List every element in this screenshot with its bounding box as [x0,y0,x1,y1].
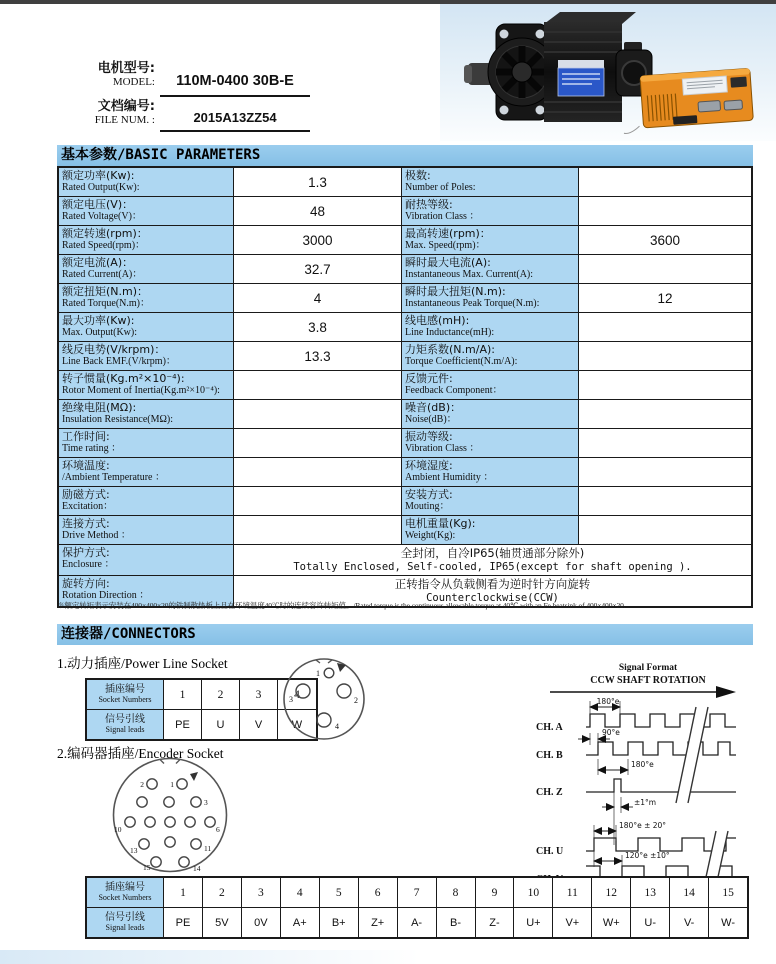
svg-text:4: 4 [335,722,339,731]
encoder-pin-11 [191,839,201,849]
param-row [59,371,751,400]
ccw-rotation-title: CCW SHAFT ROTATION [590,675,706,686]
svg-text:CH. B: CH. B [536,750,563,761]
encoder-pin-14 [179,857,189,867]
encoder-signal-cell: Z+ [359,908,398,937]
param-label-right: 安装方式: Mouting： [402,487,579,515]
encoder-number-cell: 14 [670,878,709,907]
param-value-right [579,429,751,457]
encoder-pin-1 [177,779,187,789]
svg-text:14: 14 [193,864,201,873]
encoder-socket-heading: 2.编码器插座/Encoder Socket [57,746,224,761]
param-value-left: 48 [234,197,402,225]
param-label-right: 最高转速(rpm)： Max. Speed(rpm)： [402,226,579,254]
svg-text:15: 15 [143,863,151,872]
encoder-number-cell: 2 [203,878,242,907]
encoder-signal-cell: A+ [281,908,320,937]
file-num-label [55,100,155,126]
param-label-left: 额定功率(Kw): Rated Output(Kw): [59,168,234,196]
encoder-number-cell: 4 [281,878,320,907]
signal-leads-label: 信号引线 Signal leads [87,908,164,937]
channel-b-wave [586,742,736,755]
svg-text:±1°m: ±1°m [634,798,657,807]
param-row [59,429,751,458]
param-value-left: 13.3 [234,342,402,370]
svg-text:11: 11 [204,844,212,853]
encoder-signal-cell: V- [670,908,709,937]
signal-leads-label: 信号引线 Signal leads [87,710,164,739]
orientation-mark-icon [190,772,198,781]
param-value-left [234,516,402,544]
encoder-pin-4 [164,797,174,807]
param-value-right [579,255,751,283]
param-label-left: 旋转方向: Rotation Direction ： [59,576,234,606]
param-value-left: 3000 [234,226,402,254]
param-value-left [234,458,402,486]
param-label-left: 最大功率(Kw): Max. Output(Kw): [59,313,234,341]
svg-text:120°e ±10°: 120°e ±10° [625,851,670,860]
basic-parameters-table [57,166,753,608]
encoder-number-cell: 15 [722,886,734,899]
param-value-right [579,400,751,428]
encoder-number-cell: 6 [359,878,398,907]
param-label-left: 励磁方式: Excitation： [59,487,234,515]
svg-text:90°e: 90°e [602,728,620,737]
param-value-full: 全封闭，自冷IP65(轴贯通部分除外) Totally Enclosed, Self-cooled, IP65(except for shaft opening ). [293,546,692,573]
param-value-left [234,371,402,399]
param-label-left: 额定转速(rpm)： Rated Speed(rpm)： [59,226,234,254]
param-value-left: 1.3 [234,168,402,196]
power-number-cell: 2 [202,680,240,709]
power-signal-cell: W [291,718,303,731]
param-label-right: 反馈元件: Feedback Component： [402,371,579,399]
param-row [59,284,751,313]
param-row [59,226,751,255]
param-value-left: 3.8 [234,313,402,341]
param-label-left: 环境温度: /Ambient Temperature ： [59,458,234,486]
encoder-signal-cell: 5V [203,908,242,937]
param-label-left: 转子惯量(Kg.m²×10⁻⁴): Rotor Moment of Inertia(Kg.m²×10⁻⁴): [59,371,234,399]
param-label-right: 噪音(dB)： Noise(dB)： [402,400,579,428]
power-pin-3 [296,684,310,698]
power-signal-cell: V [240,710,278,739]
svg-text:6: 6 [216,825,220,834]
param-row [59,313,751,342]
encoder-pin-3 [191,797,201,807]
param-label-right: 环境湿度: Ambient Humidity ： [402,458,579,486]
power-pin-1 [324,668,334,678]
encoder-number-cell: 8 [437,878,476,907]
svg-text:10: 10 [114,825,122,834]
param-label-right: 电机重量(Kg): Weight(Kg): [402,516,579,544]
signal-format-title: Signal Format [618,663,678,673]
basic-parameters-section-title: 基本参数/BASIC PARAMETERS [57,145,753,166]
param-label-left: 线反电势(V/krpm)： Line Back EMF.(V/krpm)： [59,342,234,370]
param-row [59,458,751,487]
param-value-left [234,487,402,515]
power-socket-diagram [280,654,370,744]
model-label-en: MODEL: [112,76,155,89]
param-row [59,197,751,226]
encoder-number-cell: 13 [631,878,670,907]
svg-text:180°e: 180°e [631,760,654,769]
param-value-right [579,197,751,225]
power-number-cell: 4 [294,688,300,701]
param-label-right: 瞬时最大扭矩(N.m): Instantaneous Peak Torque(N.m): [402,284,579,312]
encoder-number-cell: 7 [398,878,437,907]
encoder-signal-cell: W- [721,916,736,929]
param-value-right [579,371,751,399]
param-row [59,400,751,429]
param-row [59,487,751,516]
svg-text:2: 2 [354,696,358,705]
param-label-right: 瞬时最大电流(A): Instantaneous Max. Current(A): [402,255,579,283]
channel-a-wave [586,714,736,727]
encoder-socket-numbers-row [87,878,747,908]
encoder-signal-cell: U- [631,908,670,937]
svg-text:13: 13 [130,846,138,855]
page-bottom-tint [0,950,420,964]
param-value-right [579,516,751,544]
channel-z-wave [586,779,736,792]
svg-text:180°e ± 20°: 180°e ± 20° [619,821,667,830]
encoder-signal-cell: U+ [514,908,553,937]
encoder-signal-cell: PE [164,908,203,937]
model-label-zh: 电机型号: [97,61,155,76]
param-value-left: 4 [234,284,402,312]
model-label [55,62,155,88]
param-value-right [579,168,751,196]
encoder-socket-diagram [106,754,238,876]
socket-numbers-label: 插座编号 Socket Numbers [87,680,164,709]
param-row-enclosure [59,545,751,576]
encoder-signal-cells [164,908,747,937]
power-signal-cell: U [202,710,240,739]
rated-torque-footnote: ※额定转矩表示安装在400×400×20的铁制散热板上且在环境温度40℃时的连续容许转矩值。/Rated torque is the continuous allowable torque at 40℃ with an Fe heatsink of 400×400×20. [57,601,626,610]
encoder-signal-cell: W+ [592,908,631,937]
encoder-pin-12 [165,837,175,847]
param-label-right: 力矩系数(N.m/A): Torque Coefficient(N.m/A): [402,342,579,370]
param-label-left: 额定电流(A)： Rated Current(A)： [59,255,234,283]
encoder-pin-9 [145,817,155,827]
encoder-number-cell: 12 [592,878,631,907]
encoder-signal-cell: V+ [553,908,592,937]
param-value-right: 3600 [649,232,681,248]
power-socket-heading: 1.动力插座/Power Line Socket [57,656,228,671]
power-pin-4 [317,713,331,727]
encoder-number-cell: 5 [320,878,359,907]
param-value-right [579,342,751,370]
encoder-number-cell: 1 [164,878,203,907]
svg-text:3: 3 [289,695,293,704]
param-value-full: 正转指令从负载侧看为逆时针方向旋转 Counterclockwise(CCW) [394,577,591,604]
encoder-signal-cell: 0V [242,908,281,937]
encoder-signal-cell: A- [398,908,437,937]
encoder-socket-table [85,876,749,939]
encoder-signal-cell: Z- [476,908,515,937]
encoder-number-cells [164,878,747,907]
encoder-signal-cell: B+ [320,908,359,937]
encoder-pin-6 [205,817,215,827]
power-pin-2 [337,684,351,698]
encoder-pin-8 [165,817,175,827]
param-row [59,168,751,197]
power-number-cell: 1 [164,680,202,709]
param-value-right [579,313,751,341]
param-label-left: 连接方式: Drive Method ： [59,516,234,544]
encoder-pin-2 [147,779,157,789]
encoder-pin-13 [139,839,149,849]
connectors-section-title: 连接器/CONNECTORS [57,624,753,645]
param-label-right: 极数: Number of Poles: [402,168,579,196]
svg-text:1: 1 [316,669,320,678]
model-value: 110M-0400 30B-E [160,62,310,97]
param-value-right [579,487,751,515]
svg-text:3: 3 [204,798,208,807]
encoder-pin-7 [185,817,195,827]
param-label-left: 额定扭矩(N.m)： Rated Torque(N.m)： [59,284,234,312]
svg-text:CH. Z: CH. Z [536,787,563,798]
param-row [59,516,751,545]
product-photo [440,4,776,141]
svg-text:180°e: 180°e [596,697,620,706]
encoder-pin-5 [137,797,147,807]
encoder-number-cell: 11 [553,878,592,907]
svg-text:1: 1 [170,780,174,789]
file-num-label-en: FILE NUM. : [94,114,155,127]
encoder-number-cell: 9 [476,878,515,907]
param-label-right: 振动等级: Vibration Class ： [402,429,579,457]
encoder-socket-signals-row [87,908,747,937]
socket-numbers-label: 插座编号 Socket Numbers [87,878,164,907]
param-label-left: 额定电压(V)： Rated Voltage(V)： [59,197,234,225]
param-value-right [579,458,751,486]
param-label-left: 保护方式: Enclosure ： [59,545,234,575]
param-value-left: 32.7 [234,255,402,283]
file-num-label-zh: 文档编号: [97,99,155,114]
encoder-number-cell: 10 [514,878,553,907]
param-label-right: 线电感(mH): Line Inductance(mH): [402,313,579,341]
svg-text:CH. A: CH. A [536,722,563,733]
param-value-left [234,429,402,457]
power-number-cell: 3 [240,680,278,709]
svg-text:CH. U: CH. U [536,846,564,857]
power-signal-cell: PE [164,710,202,739]
param-row [59,255,751,284]
param-label-left: 绝缘电阻(MΩ): Insulation Resistance(MΩ): [59,400,234,428]
encoder-pin-15 [151,857,161,867]
encoder-signal-cell: B- [437,908,476,937]
param-value-left [234,400,402,428]
param-row [59,342,751,371]
encoder-number-cell: 3 [242,878,281,907]
param-label-left: 工作时间: Time rating ： [59,429,234,457]
svg-text:2: 2 [140,780,144,789]
param-value-right: 12 [657,290,673,306]
param-label-right: 耐热等级: Vibration Class ： [402,197,579,225]
file-num-value: 2015A13ZZ54 [160,100,310,132]
encoder-pin-10 [125,817,135,827]
